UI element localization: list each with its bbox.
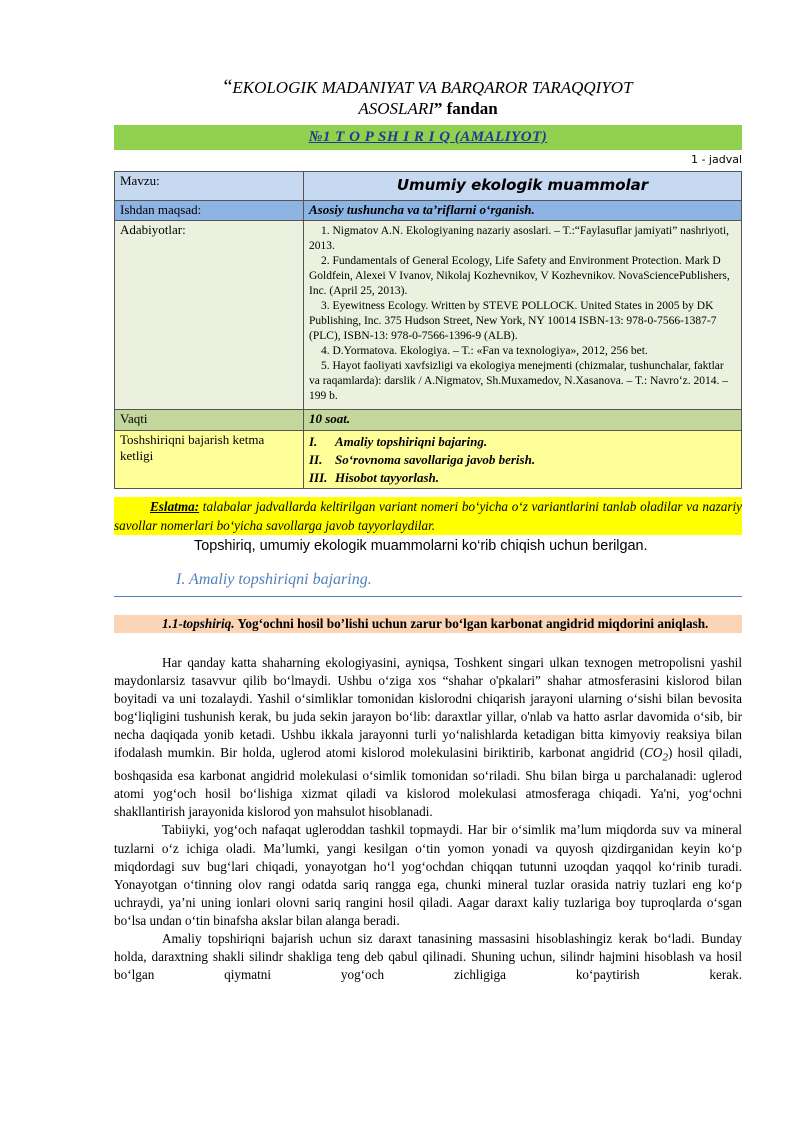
table-row [115, 431, 742, 489]
title-line-1: EKOLOGIK MADANIYAT VA BARQAROR TARAQQIYOT [232, 78, 633, 97]
title-line-2: ASOSLARI [358, 99, 434, 118]
assignment-band: №1 T O P SH I R I Q (AMALIYOT) [114, 125, 742, 150]
adabiyot-label: Adabiyotlar: [115, 221, 304, 410]
table-label: 1 - jadval [690, 153, 742, 166]
step-text: So‘rovnoma savollariga javob berish. [335, 452, 536, 467]
mavzu-label: Mavzu: [115, 172, 304, 201]
co2-base: CO [644, 745, 663, 761]
mavzu-value: Umumiy ekologik muammolar [304, 172, 742, 201]
document-title [114, 77, 742, 119]
step-number: III. [309, 470, 328, 485]
info-table [114, 171, 742, 489]
paragraph [114, 654, 742, 821]
reference-item: 1. Nigmatov A.N. Ekologiyaning nazariy asoslari. – T.:“Faylasuflar jamiyati” nashriyoti, 2013. [309, 225, 730, 252]
note-head: Eslatma: [150, 499, 200, 514]
paragraph: Amaliy topshiriqni bajarish uchun siz daraxt tanasining massasini hisoblashingiz kerak bo‘ladi. Bunday holda, daraxtning shakli silindr shakliga teng deb qabul qilinadi. Shuning uchun, silindr hajmini hisoblash va hosil bo‘lgan qiymatni yog‘och zichligiga ko‘paytirish kerak. [114, 931, 742, 983]
intro-line: Topshiriq, umumiy ekologik muammolarni ko‘rib chiqish uchun berilgan. [194, 538, 648, 554]
table-row [115, 410, 742, 431]
section-heading: I. Amaliy topshiriqni bajaring. [176, 571, 372, 588]
paragraph-text: Har qanday katta shaharning ekologiyasini, ayniqsa, Toshkent singari ulkan texnogen metropolisni yashil maydonlarsiz tasavvur qilib bo‘lmaydi. Ushbu o‘ziga xos “shahar o'pkalari” shahar atmosferasini kislorod bilan boyitadi va uni tozalaydi. Yashil o‘simliklar tomonidan kislorodni chiqarish jarayoni ularning o‘sishi bilan bevosita bog‘liqligini tushunish kerak, bu juda sekin jarayon bo‘lib: daraxtlar yillar, o'nlab va hatto asrlar davomida o‘sib, bir necha daqiqada yonib ketadi. Ushbu ikkala jarayonni turli yo‘nalishlarda ketadigan bitta kimyoviy reaksiya bilan ifodalash mumkin. Bir holda, uglerod atomi kislorod molekulasini biriktirib, karbonat angidrid ( [114, 655, 742, 761]
vaqt-value: 10 soat. [304, 410, 742, 431]
reference-item: 4. D.Yormatova. Ekologiya. – T.: «Fan va texnologiya», 2012, 256 bet. [321, 345, 648, 357]
steps-list [309, 433, 736, 487]
steps-cell [304, 431, 742, 489]
note-text: talabalar jadvallarda keltirilgan variant nomeri bo‘yicha o‘z variantlarini tanlab oladilar va nazariy savollar nomerlari bo‘yicha savollarga javob tayyorlaydilar. [114, 499, 742, 533]
body-text [114, 654, 742, 984]
title-suffix: fandan [442, 99, 498, 118]
references-cell [304, 221, 742, 410]
section-divider [114, 596, 742, 597]
vaqt-label: Vaqti [115, 410, 304, 431]
table-row [115, 201, 742, 221]
co2-subscript: 2 [662, 752, 668, 765]
task-number: 1.1-topshiriq. [162, 616, 235, 631]
list-item [309, 451, 736, 469]
task-title: Yog‘ochni hosil bo’lishi uchun zarur bo‘lgan karbonat angidrid miqdorini aniqlash. [234, 616, 709, 631]
maqsad-label: Ishdan maqsad: [115, 201, 304, 221]
title-close-quote: ” [433, 99, 443, 118]
reference-item: 5. Hayot faoliyati xavfsizligi va ekologiya menejmenti (chizmalar, tushunchalar, faktlar va raqamlarda): darslik / A.Nigmatov, Sh.Muxamedov, N.Xasanova. – T.: Navro‘z. 2014. – 199 b. [309, 360, 729, 402]
reference-item: 3. Eyewitness Ecology. Written by STEVE POLLOCK. United States in 2005 by DK Publishing, Inc. 375 Hudson Street, New York, NY 10014 ISBN-13: 978-0-7566-1387-7 (PLC), ISBN-13: 978-0-7566-1396-9 (ALB). [309, 300, 717, 342]
references-list [309, 222, 736, 404]
step-number: II. [309, 452, 323, 467]
note-box [114, 497, 742, 535]
table-row [115, 221, 742, 410]
paragraph: Tabiiyki, yog‘och nafaqat ugleroddan tashkil topmaydi. Har bir o‘simlik ma’lum miqdorda suv va mineral tuzlarni o‘z ichiga oladi. Ma’lumki, yangi kesilgan o‘tin yomon yonadi va quyosh qizdirganidan keyin ko‘p miqdordagi suv bug‘lari chiqadi, yonayotgan ho‘l yog‘ochdan chiqqan tutunni uzoqdan yaqqol ko‘rinib turadi. Yonayotgan o‘tinning olov rangi odatda sariq rangga ega, chunki mineral tuzlar orasida natriy tuzlari eng ko‘p uchraydi, ya’ni uning ionlari olovni sariq rangini hosil qiladi. Aagar daraxt kaliy tuzlariga boy tuproqlarda o‘sgan bo‘lsa undan o‘tin binafsha akslar bilan alanga beradi. [114, 822, 742, 928]
ketma-label: Toshshiriqni bajarish ketma ketligi [115, 431, 304, 489]
list-item [309, 469, 736, 487]
maqsad-value: Asosiy tushuncha va ta’riflarni o‘rganish. [304, 201, 742, 221]
table-row [115, 172, 742, 201]
co2-formula [644, 745, 668, 765]
step-text: Hisobot tayyorlash. [335, 470, 440, 485]
step-text: Amaliy topshiriqni bajaring. [335, 434, 488, 449]
reference-item: 2. Fundamentals of General Ecology, Life Safety and Environment Protection. Mark D Goldfein, Alexei V Ivanov, Nikolaj Kozhevnikov, V Kozhevnikov. NovaSciencePublishers, Inc. (April 25, 2013). [309, 255, 730, 297]
list-item [309, 433, 736, 451]
step-number: I. [309, 434, 318, 449]
title-open-quote: “ [223, 76, 233, 98]
task-box [114, 615, 742, 633]
paragraph-text: ) hosil qiladi, boshqasida esa karbonat angidrid molekulasi o‘simlik tomonidan so‘riladi. Shu bilan birga u parchalanadi: uglerod atomi yog‘och hosil bo‘lishiga xizmat qiladi va kislorod molekulasi atmosferaga chiqadi. Ya'ni, yog‘ochni shakllantirish jarayonida kislorod yon mahsulot hisoblanadi. [114, 745, 743, 820]
